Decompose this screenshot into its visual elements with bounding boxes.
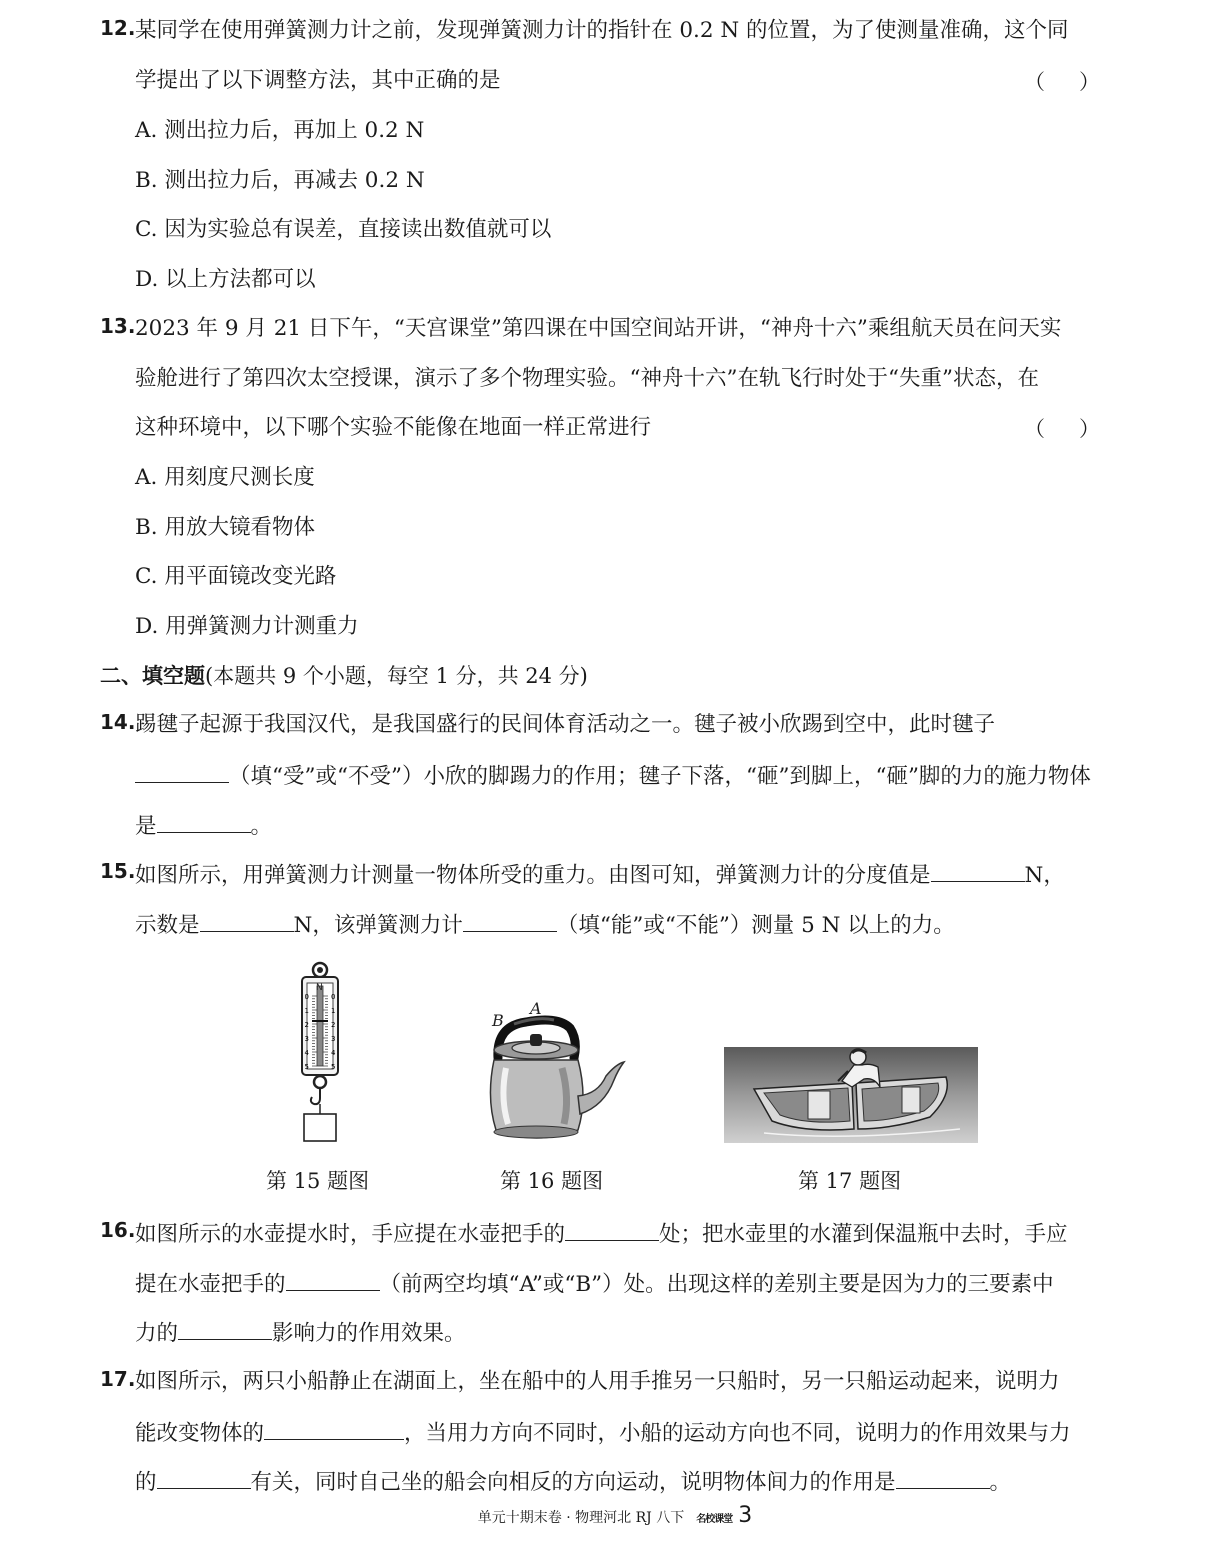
question-text: 示数是	[135, 913, 200, 938]
figure-caption-17: 第 17 题图	[798, 1169, 902, 1193]
scale-tick-label: 5	[304, 1063, 309, 1071]
answer-bracket: （）	[1024, 70, 1134, 94]
question-text-line	[135, 859, 1134, 891]
question-text-line	[135, 1268, 1134, 1300]
question-text-line	[135, 1466, 1134, 1498]
scale-tick-label: 0	[304, 993, 309, 1001]
question-text: 2023 年 9 月 21 日下午，“天宫课堂”第四课在中国空间站开讲，“神舟十六”乘组航天员在问天实	[135, 316, 1062, 341]
figure-caption-15: 第 15 题图	[266, 1169, 370, 1193]
question-text: （填“受”或“不受”）小欣的脚踢力的作用；毽子下落，“砸”到脚上，“砸”脚的力的施力物体	[229, 764, 1091, 789]
question-text-line	[135, 810, 1134, 842]
option-d: D. 用弹簧测力计测重力	[135, 614, 359, 639]
answer-blank[interactable]	[157, 1466, 251, 1489]
scale-tick-label: 3	[331, 1035, 336, 1043]
answer-blank[interactable]	[178, 1317, 272, 1340]
question-text: N，该弹簧测力计	[293, 913, 463, 938]
scale-tick-label: 3	[304, 1035, 309, 1043]
question-text: 学提出了以下调整方法，其中正确的是	[135, 68, 501, 93]
question-number: 12.	[100, 16, 136, 40]
publisher-logo: 名校课堂	[696, 1514, 733, 1525]
answer-blank[interactable]	[286, 1268, 380, 1291]
answer-bracket: （）	[1024, 417, 1134, 441]
page-number: 3	[738, 1503, 753, 1528]
kettle-figure	[478, 998, 628, 1146]
scale-tick-label: 0	[331, 993, 336, 1001]
kettle-label-b: B	[492, 1011, 504, 1030]
answer-blank[interactable]	[157, 810, 251, 833]
question-text: 是	[135, 814, 157, 839]
question-text: （填“能”或“不能”）测量 5 N 以上的力。	[556, 913, 955, 938]
question-text: 踢毽子起源于我国汉代，是我国盛行的民间体育活动之一。毽子被小欣踢到空中，此时毽子	[135, 712, 996, 737]
question-text-line	[135, 1317, 1134, 1349]
boats-figure	[724, 1047, 978, 1143]
question-text: 力的	[135, 1321, 179, 1346]
question-text-line	[135, 909, 1134, 941]
question-text: 。	[250, 814, 273, 839]
question-number: 15.	[100, 859, 136, 883]
option-b: B. 测出拉力后，再减去 0.2 N	[135, 168, 425, 193]
question-text: 。	[989, 1470, 1012, 1495]
option-d: D. 以上方法都可以	[135, 267, 316, 292]
question-text-line	[135, 1218, 1134, 1250]
spring-scale-figure	[290, 958, 350, 1148]
answer-blank[interactable]	[896, 1466, 990, 1489]
question-number: 13.	[100, 314, 136, 338]
question-text: 验舱进行了第四次太空授课，演示了多个物理实验。“神舟十六”在轨飞行时处于“失重”状态，在	[135, 366, 1039, 391]
scale-unit: N	[316, 983, 323, 993]
question-number: 14.	[100, 710, 136, 734]
option-c: C. 因为实验总有误差，直接读出数值就可以	[135, 217, 552, 242]
weight-block	[304, 1114, 336, 1141]
option-c: C. 用平面镜改变光路	[135, 564, 337, 589]
question-text: 有关，同时自己坐的船会向相反的方向运动，说明物体间力的作用是	[250, 1470, 896, 1495]
scale-tick-label: 5	[331, 1063, 336, 1071]
question-text: 提在水壶把手的	[135, 1272, 286, 1297]
page-footer	[0, 1503, 1230, 1528]
question-text: 如图所示的水壶提水时，手应提在水壶把手的	[135, 1222, 566, 1247]
question-text: 某同学在使用弹簧测力计之前，发现弹簧测力计的指针在 0.2 N 的位置，为了使测量准确，这个同	[135, 18, 1069, 43]
question-text: （前两空均填“A”或“B”）处。出现这样的差别主要是因为力的三要素中	[379, 1272, 1054, 1297]
question-text: 的	[135, 1470, 157, 1495]
question-text: 如图所示，用弹簧测力计测量一物体所受的重力。由图可知，弹簧测力计的分度值是	[135, 863, 931, 888]
option-b: B. 用放大镜看物体	[135, 515, 315, 540]
question-text: 影响力的作用效果。	[272, 1321, 466, 1346]
option-a: A. 测出拉力后，再加上 0.2 N	[135, 118, 425, 143]
question-text-line	[135, 1417, 1134, 1449]
question-text: 处；把水壶里的水灌到保温瓶中去时，手应	[659, 1222, 1068, 1247]
question-text: ，当用力方向不同时，小船的运动方向也不同，说明力的作用效果与力	[404, 1421, 1071, 1446]
question-text: N，	[1024, 863, 1065, 888]
footer-text: 单元十期末卷 · 物理河北 RJ 八下	[477, 1510, 685, 1526]
answer-blank[interactable]	[264, 1417, 404, 1440]
question-number: 16.	[100, 1218, 136, 1242]
question-number: 17.	[100, 1367, 136, 1391]
answer-blank[interactable]	[200, 909, 294, 932]
scale-tick-label: 2	[331, 1021, 336, 1029]
option-a: A. 用刻度尺测长度	[135, 465, 315, 490]
scale-tick-label: 1	[304, 1007, 309, 1015]
question-text-line	[135, 760, 1134, 792]
answer-blank[interactable]	[931, 859, 1025, 882]
scale-tick-label: 4	[304, 1049, 309, 1057]
scale-tick-label: 4	[331, 1049, 336, 1057]
answer-blank[interactable]	[135, 760, 229, 783]
answer-blank[interactable]	[565, 1218, 659, 1241]
scale-tick-label: 2	[304, 1021, 309, 1029]
scale-tick-label: 1	[331, 1007, 336, 1015]
section-note: (本题共 9 个小题，每空 1 分，共 24 分)	[205, 664, 588, 688]
section-heading	[100, 661, 588, 691]
answer-blank[interactable]	[463, 909, 557, 932]
section-title: 二、填空题	[100, 664, 205, 688]
question-text: 如图所示，两只小船静止在湖面上，坐在船中的人用手推另一只船时，另一只船运动起来，说明力	[135, 1369, 1060, 1394]
kettle-label-a: A	[530, 999, 542, 1018]
question-text: 能改变物体的	[135, 1421, 265, 1446]
figure-caption-16: 第 16 题图	[500, 1169, 604, 1193]
question-text: 这种环境中，以下哪个实验不能像在地面一样正常进行	[135, 415, 652, 440]
